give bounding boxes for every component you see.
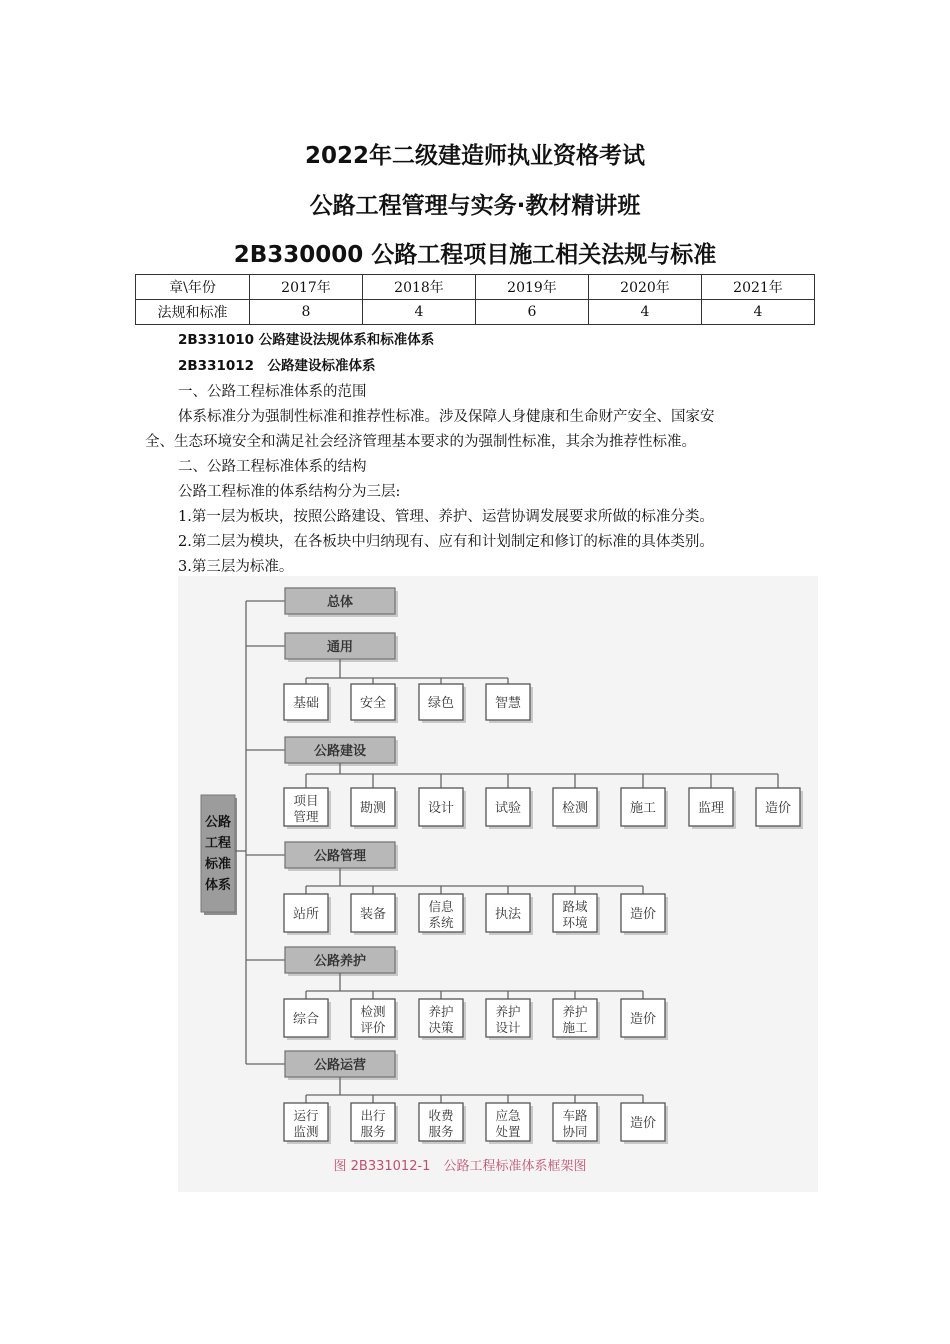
paragraph-heading: 一、公路工程标准体系的范围 (178, 384, 367, 400)
leaf-box-label: 施工 (562, 1020, 588, 1035)
leaf-box-label: 环境 (562, 915, 588, 930)
table-header-row (136, 275, 815, 300)
leaf-box-label: 智慧 (494, 696, 522, 711)
leaf-box-label: 服务 (360, 1124, 386, 1139)
leaf-box-label: 设计 (427, 801, 455, 816)
leaf-box-label: 养护 (562, 1004, 588, 1019)
doc-title-2: 公路工程管理与实务·教材精讲班 (309, 193, 641, 219)
leaf-box-label: 基础 (292, 696, 320, 711)
exam-score-table (135, 274, 815, 325)
leaf-box-label: 收费 (428, 1108, 454, 1123)
leaf-box-label: 养护 (495, 1004, 521, 1019)
table-cell: 4 (589, 300, 702, 325)
list-item: 2.第二层为模块，在各板块中归纳现有、应有和计划制定和修订的标准的具体类别。 (178, 534, 714, 550)
leaf-box-label: 勘测 (359, 801, 387, 816)
table-row (136, 300, 815, 325)
leaf-box-label: 服务 (428, 1124, 454, 1139)
group-box-g3-label: 公路管理 (313, 849, 367, 864)
leaf-box-label: 绿色 (427, 696, 455, 711)
leaf-box-label: 车路 (562, 1108, 588, 1123)
paragraph-heading: 二、公路工程标准体系的结构 (178, 459, 367, 475)
leaf-box-label: 造价 (629, 1116, 657, 1131)
table-header-cell: 2017年 (250, 275, 363, 300)
group-box-g1-label: 通用 (326, 640, 354, 655)
group-box-g4-label: 公路养护 (313, 954, 367, 969)
leaf-box-label: 监理 (697, 801, 725, 816)
table-header-cell: 2018年 (363, 275, 476, 300)
section-heading: 2B331010 公路建设法规体系和标准体系 (178, 332, 435, 348)
leaf-box-label: 检测 (561, 801, 589, 816)
doc-title-3: 2B330000 公路工程项目施工相关法规与标准 (233, 242, 717, 268)
paragraph-line: 公路工程标准的体系结构分为三层: (178, 484, 401, 500)
paragraph-line: 体系标准分为强制性标准和推荐性标准。涉及保障人身健康和生命财产安全、国家安 (178, 409, 715, 425)
leaf-box-label: 造价 (629, 1012, 657, 1027)
root-label: 公路 (204, 815, 232, 830)
leaf-box-label: 综合 (292, 1012, 320, 1027)
leaf-box-label: 协同 (562, 1124, 588, 1139)
leaf-box-label: 路域 (562, 899, 588, 914)
leaf-box-label: 安全 (359, 696, 387, 711)
leaf-box-label: 评价 (360, 1020, 386, 1035)
leaf-box-label: 装备 (359, 907, 387, 922)
leaf-box-label: 造价 (629, 907, 657, 922)
group-box-g0-label: 总体 (326, 595, 354, 610)
group-box-g5-label: 公路运营 (313, 1058, 367, 1073)
table-cell: 6 (476, 300, 589, 325)
leaf-box-label: 检测 (360, 1004, 386, 1019)
doc-title-1: 2022年二级建造师执业资格考试 (304, 143, 645, 169)
list-item: 1.第一层为板块，按照公路建设、管理、养护、运营协调发展要求所做的标准分类。 (178, 509, 714, 525)
figure-caption: 图 2B331012-1 公路工程标准体系框架图 (333, 1159, 587, 1174)
table-cell: 4 (363, 300, 476, 325)
leaf-box-label: 站所 (292, 907, 320, 922)
leaf-box-label: 项目 (293, 793, 319, 808)
leaf-box-label: 管理 (293, 809, 319, 824)
leaf-box-label: 决策 (428, 1020, 454, 1035)
root-label: 体系 (204, 878, 232, 893)
group-box-g2-label: 公路建设 (313, 744, 367, 759)
leaf-box-label: 处置 (495, 1124, 521, 1139)
leaf-box-label: 系统 (428, 915, 454, 930)
diagram-canvas (178, 576, 818, 1192)
root-label: 工程 (204, 836, 232, 851)
leaf-box-label: 造价 (764, 801, 792, 816)
leaf-box-label: 施工 (629, 801, 657, 816)
leaf-box-label: 信息 (428, 899, 454, 914)
table-header-cell: 2021年 (702, 275, 815, 300)
leaf-box-label: 应急 (495, 1108, 521, 1123)
leaf-box-label: 运行 (293, 1108, 319, 1123)
table-cell: 8 (250, 300, 363, 325)
leaf-box-label: 养护 (428, 1004, 454, 1019)
table-cell: 4 (702, 300, 815, 325)
standard-system-diagram (178, 576, 818, 1192)
subsection-heading: 2B331012 公路建设标准体系 (178, 358, 376, 374)
table-header-cell: 章\年份 (136, 275, 250, 300)
leaf-box-label: 出行 (360, 1108, 386, 1123)
root-box (201, 795, 235, 912)
table-header-cell: 2019年 (476, 275, 589, 300)
leaf-box-label: 设计 (495, 1020, 521, 1035)
list-item: 3.第三层为标准。 (178, 559, 294, 575)
paragraph-line: 全、生态环境安全和满足社会经济管理基本要求的为强制性标准，其余为推荐性标准。 (145, 434, 696, 450)
leaf-box-label: 监测 (293, 1124, 319, 1139)
root-label: 标准 (204, 857, 232, 872)
table-header-cell: 2020年 (589, 275, 702, 300)
table-cell: 法规和标准 (136, 300, 250, 325)
leaf-box-label: 试验 (494, 801, 522, 816)
leaf-box-label: 执法 (494, 907, 522, 922)
